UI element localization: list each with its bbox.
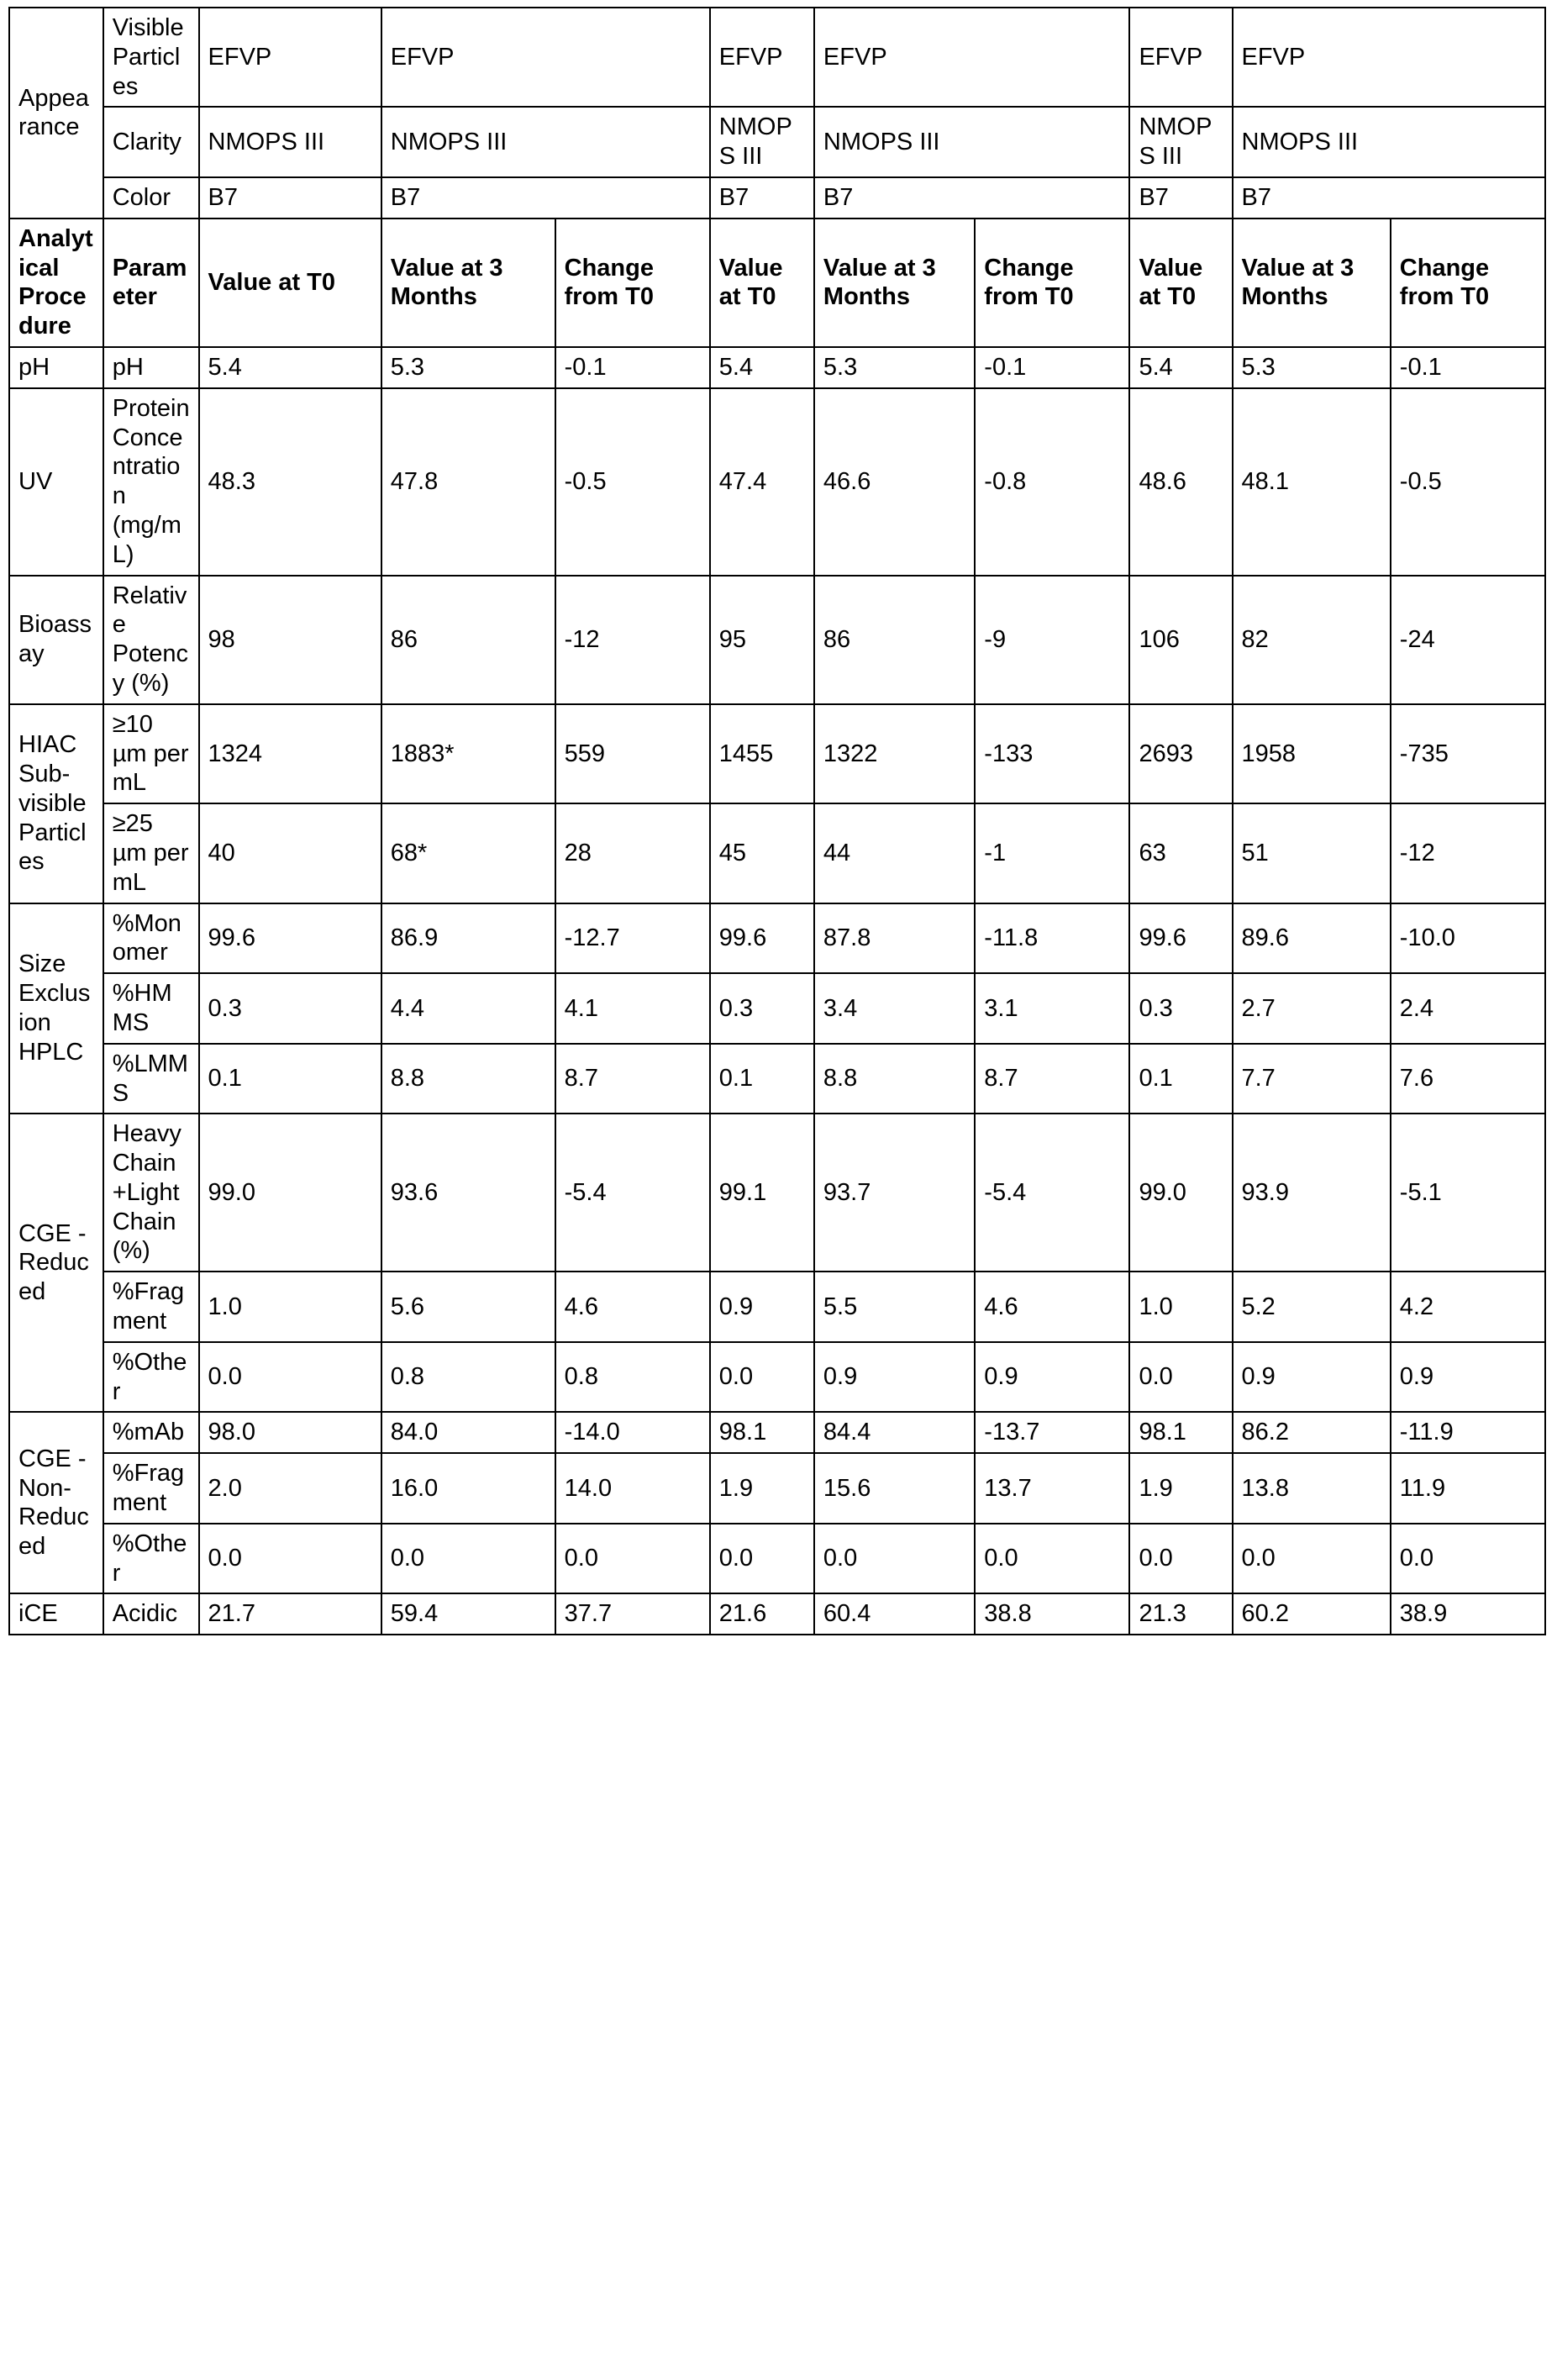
- value-cell: 13.7: [975, 1453, 1129, 1524]
- value-cell: -133: [975, 704, 1129, 803]
- table-row: [9, 1342, 1545, 1413]
- value-cell: 0.3: [1129, 973, 1232, 1044]
- value-cell: 0.3: [199, 973, 381, 1044]
- value-cell: 5.3: [381, 347, 555, 388]
- value-cell: 98.1: [1129, 1412, 1232, 1453]
- value-cell: 93.9: [1233, 1114, 1391, 1272]
- value-cell: -5.4: [975, 1114, 1129, 1272]
- value-cell: 68*: [381, 803, 555, 903]
- parameter-label: %Other: [103, 1524, 199, 1594]
- value-cell: -735: [1391, 704, 1545, 803]
- appearance-value: EFVP: [381, 8, 710, 107]
- value-cell: 8.8: [381, 1044, 555, 1114]
- value-cell: 21.7: [199, 1593, 381, 1635]
- value-cell: -10.0: [1391, 903, 1545, 974]
- header-parameter: Parameter: [103, 219, 199, 347]
- value-cell: -12.7: [555, 903, 710, 974]
- value-cell: 37.7: [555, 1593, 710, 1635]
- value-cell: 4.6: [555, 1272, 710, 1342]
- value-cell: 1322: [814, 704, 975, 803]
- value-cell: 99.0: [1129, 1114, 1232, 1272]
- parameter-label: Heavy Chain +Light Chain (%): [103, 1114, 199, 1272]
- procedure-label: pH: [9, 347, 103, 388]
- value-cell: 47.8: [381, 388, 555, 576]
- value-cell: 5.5: [814, 1272, 975, 1342]
- value-cell: 86: [814, 576, 975, 704]
- value-cell: 1455: [710, 704, 814, 803]
- table-row: [9, 576, 1545, 704]
- appearance-value: NMOPS III: [199, 107, 381, 177]
- appearance-value: NMOPS III: [1233, 107, 1546, 177]
- parameter-label: pH: [103, 347, 199, 388]
- value-cell: 0.9: [975, 1342, 1129, 1413]
- value-cell: 60.4: [814, 1593, 975, 1635]
- value-cell: 2.7: [1233, 973, 1391, 1044]
- value-cell: -0.8: [975, 388, 1129, 576]
- value-cell: 106: [1129, 576, 1232, 704]
- header-col-g2-3: Change from T0: [975, 219, 1129, 347]
- value-cell: 1.9: [710, 1453, 814, 1524]
- table-row: [9, 704, 1545, 803]
- table-row: [9, 1272, 1545, 1342]
- value-cell: 0.9: [710, 1272, 814, 1342]
- header-col-g1-3: Change from T0: [555, 219, 710, 347]
- value-cell: 14.0: [555, 1453, 710, 1524]
- appearance-parameter: Color: [103, 177, 199, 219]
- value-cell: -0.5: [555, 388, 710, 576]
- value-cell: 0.0: [1129, 1524, 1232, 1594]
- header-col-g3-3: Change from T0: [1391, 219, 1545, 347]
- value-cell: -12: [555, 576, 710, 704]
- table-row: [9, 903, 1545, 974]
- parameter-label: %Other: [103, 1342, 199, 1413]
- value-cell: -9: [975, 576, 1129, 704]
- value-cell: 0.0: [199, 1342, 381, 1413]
- table-header-row: [9, 219, 1545, 347]
- value-cell: -1: [975, 803, 1129, 903]
- value-cell: 0.0: [1233, 1524, 1391, 1594]
- value-cell: 46.6: [814, 388, 975, 576]
- value-cell: 48.1: [1233, 388, 1391, 576]
- appearance-value: EFVP: [199, 8, 381, 107]
- value-cell: 5.6: [381, 1272, 555, 1342]
- value-cell: 4.6: [975, 1272, 1129, 1342]
- value-cell: -14.0: [555, 1412, 710, 1453]
- value-cell: 0.0: [199, 1524, 381, 1594]
- value-cell: 5.4: [1129, 347, 1232, 388]
- value-cell: 13.8: [1233, 1453, 1391, 1524]
- value-cell: 99.6: [199, 903, 381, 974]
- appearance-value: EFVP: [814, 8, 1130, 107]
- value-cell: 5.4: [199, 347, 381, 388]
- procedure-label: CGE - Reduced: [9, 1114, 103, 1412]
- parameter-label: %Monomer: [103, 903, 199, 974]
- appearance-value: NMOPS III: [1129, 107, 1232, 177]
- value-cell: 86: [381, 576, 555, 704]
- value-cell: 1958: [1233, 704, 1391, 803]
- parameter-label: %LMMS: [103, 1044, 199, 1114]
- value-cell: 38.8: [975, 1593, 1129, 1635]
- value-cell: 7.7: [1233, 1044, 1391, 1114]
- value-cell: 0.0: [1391, 1524, 1545, 1594]
- value-cell: 1.9: [1129, 1453, 1232, 1524]
- value-cell: 5.3: [1233, 347, 1391, 388]
- appearance-value: B7: [199, 177, 381, 219]
- appearance-value: NMOPS III: [381, 107, 710, 177]
- value-cell: 15.6: [814, 1453, 975, 1524]
- table-row: [9, 388, 1545, 576]
- appearance-value: EFVP: [1233, 8, 1546, 107]
- value-cell: -11.9: [1391, 1412, 1545, 1453]
- value-cell: 95: [710, 576, 814, 704]
- value-cell: 93.6: [381, 1114, 555, 1272]
- value-cell: 0.0: [710, 1342, 814, 1413]
- appearance-value: NMOPS III: [710, 107, 814, 177]
- value-cell: 4.4: [381, 973, 555, 1044]
- table-row: [9, 1412, 1545, 1453]
- value-cell: -0.5: [1391, 388, 1545, 576]
- parameter-label: Protein Concentration (mg/mL): [103, 388, 199, 576]
- value-cell: 0.9: [1233, 1342, 1391, 1413]
- value-cell: 51: [1233, 803, 1391, 903]
- value-cell: 28: [555, 803, 710, 903]
- value-cell: 1.0: [1129, 1272, 1232, 1342]
- value-cell: 0.0: [710, 1524, 814, 1594]
- value-cell: 8.7: [555, 1044, 710, 1114]
- value-cell: 0.9: [1391, 1342, 1545, 1413]
- table-row: [9, 973, 1545, 1044]
- header-col-g2-2: Value at 3 Months: [814, 219, 975, 347]
- appearance-value: EFVP: [710, 8, 814, 107]
- value-cell: 2.4: [1391, 973, 1545, 1044]
- value-cell: -0.1: [975, 347, 1129, 388]
- table-row: [9, 8, 1545, 107]
- appearance-value: B7: [1233, 177, 1546, 219]
- table-row: [9, 1524, 1545, 1594]
- value-cell: 99.6: [1129, 903, 1232, 974]
- value-cell: 84.0: [381, 1412, 555, 1453]
- value-cell: 0.0: [814, 1524, 975, 1594]
- parameter-label: %HMMS: [103, 973, 199, 1044]
- header-col-g1-2: Value at 3 Months: [381, 219, 555, 347]
- value-cell: -13.7: [975, 1412, 1129, 1453]
- value-cell: -11.8: [975, 903, 1129, 974]
- header-col-g1-1: Value at T0: [199, 219, 381, 347]
- stability-results-table: [8, 7, 1546, 1635]
- value-cell: 7.6: [1391, 1044, 1545, 1114]
- table-row: [9, 1044, 1545, 1114]
- parameter-label: Acidic: [103, 1593, 199, 1635]
- value-cell: 0.8: [381, 1342, 555, 1413]
- value-cell: 82: [1233, 576, 1391, 704]
- value-cell: 98: [199, 576, 381, 704]
- value-cell: 4.2: [1391, 1272, 1545, 1342]
- header-col-g3-1: Value at T0: [1129, 219, 1232, 347]
- value-cell: 0.0: [381, 1524, 555, 1594]
- value-cell: 99.1: [710, 1114, 814, 1272]
- value-cell: -0.1: [555, 347, 710, 388]
- value-cell: 21.6: [710, 1593, 814, 1635]
- document-page: [0, 7, 1557, 1635]
- value-cell: 0.9: [814, 1342, 975, 1413]
- appearance-value: EFVP: [1129, 8, 1232, 107]
- value-cell: -5.4: [555, 1114, 710, 1272]
- value-cell: 2693: [1129, 704, 1232, 803]
- header-col-g3-2: Value at 3 Months: [1233, 219, 1391, 347]
- value-cell: 47.4: [710, 388, 814, 576]
- table-row: [9, 803, 1545, 903]
- value-cell: 38.9: [1391, 1593, 1545, 1635]
- parameter-label: ≥10 µm per mL: [103, 704, 199, 803]
- value-cell: 99.6: [710, 903, 814, 974]
- value-cell: 559: [555, 704, 710, 803]
- parameter-label: Relative Potency (%): [103, 576, 199, 704]
- parameter-label: ≥25 µm per mL: [103, 803, 199, 903]
- appearance-parameter: Clarity: [103, 107, 199, 177]
- value-cell: -0.1: [1391, 347, 1545, 388]
- value-cell: -24: [1391, 576, 1545, 704]
- appearance-label: Appearance: [9, 8, 103, 219]
- value-cell: 87.8: [814, 903, 975, 974]
- header-analytical-procedure: Analytical Procedure: [9, 219, 103, 347]
- table-row: [9, 107, 1545, 177]
- value-cell: 0.0: [555, 1524, 710, 1594]
- table-body: [9, 8, 1545, 1635]
- value-cell: 8.7: [975, 1044, 1129, 1114]
- value-cell: 21.3: [1129, 1593, 1232, 1635]
- value-cell: 89.6: [1233, 903, 1391, 974]
- parameter-label: %Fragment: [103, 1453, 199, 1524]
- procedure-label: Bioassay: [9, 576, 103, 704]
- value-cell: 86.9: [381, 903, 555, 974]
- value-cell: 40: [199, 803, 381, 903]
- table-row: [9, 1453, 1545, 1524]
- appearance-value: B7: [381, 177, 710, 219]
- value-cell: 93.7: [814, 1114, 975, 1272]
- value-cell: 45: [710, 803, 814, 903]
- table-row: [9, 1593, 1545, 1635]
- value-cell: 0.0: [975, 1524, 1129, 1594]
- value-cell: 1883*: [381, 704, 555, 803]
- value-cell: -12: [1391, 803, 1545, 903]
- value-cell: 0.8: [555, 1342, 710, 1413]
- value-cell: 1.0: [199, 1272, 381, 1342]
- value-cell: 48.6: [1129, 388, 1232, 576]
- value-cell: 3.4: [814, 973, 975, 1044]
- value-cell: 59.4: [381, 1593, 555, 1635]
- value-cell: 0.0: [1129, 1342, 1232, 1413]
- appearance-value: B7: [1129, 177, 1232, 219]
- value-cell: 44: [814, 803, 975, 903]
- appearance-parameter: Visible Particles: [103, 8, 199, 107]
- value-cell: 60.2: [1233, 1593, 1391, 1635]
- value-cell: 11.9: [1391, 1453, 1545, 1524]
- value-cell: 2.0: [199, 1453, 381, 1524]
- parameter-label: %mAb: [103, 1412, 199, 1453]
- table-row: [9, 1114, 1545, 1272]
- value-cell: 1324: [199, 704, 381, 803]
- procedure-label: CGE - Non-Reduced: [9, 1412, 103, 1593]
- parameter-label: %Fragment: [103, 1272, 199, 1342]
- value-cell: 0.3: [710, 973, 814, 1044]
- value-cell: 48.3: [199, 388, 381, 576]
- value-cell: 0.1: [199, 1044, 381, 1114]
- value-cell: 5.2: [1233, 1272, 1391, 1342]
- value-cell: 16.0: [381, 1453, 555, 1524]
- value-cell: 98.1: [710, 1412, 814, 1453]
- value-cell: 84.4: [814, 1412, 975, 1453]
- value-cell: 3.1: [975, 973, 1129, 1044]
- value-cell: 63: [1129, 803, 1232, 903]
- value-cell: -5.1: [1391, 1114, 1545, 1272]
- procedure-label: UV: [9, 388, 103, 576]
- value-cell: 86.2: [1233, 1412, 1391, 1453]
- value-cell: 5.4: [710, 347, 814, 388]
- procedure-label: HIAC Sub-visible Particles: [9, 704, 103, 903]
- procedure-label: iCE: [9, 1593, 103, 1635]
- table-row: [9, 177, 1545, 219]
- value-cell: 8.8: [814, 1044, 975, 1114]
- procedure-label: Size Exclusion HPLC: [9, 903, 103, 1114]
- value-cell: 0.1: [710, 1044, 814, 1114]
- value-cell: 5.3: [814, 347, 975, 388]
- appearance-value: B7: [814, 177, 1130, 219]
- value-cell: 99.0: [199, 1114, 381, 1272]
- header-col-g2-1: Value at T0: [710, 219, 814, 347]
- value-cell: 0.1: [1129, 1044, 1232, 1114]
- value-cell: 98.0: [199, 1412, 381, 1453]
- table-row: [9, 347, 1545, 388]
- appearance-value: B7: [710, 177, 814, 219]
- value-cell: 4.1: [555, 973, 710, 1044]
- appearance-value: NMOPS III: [814, 107, 1130, 177]
